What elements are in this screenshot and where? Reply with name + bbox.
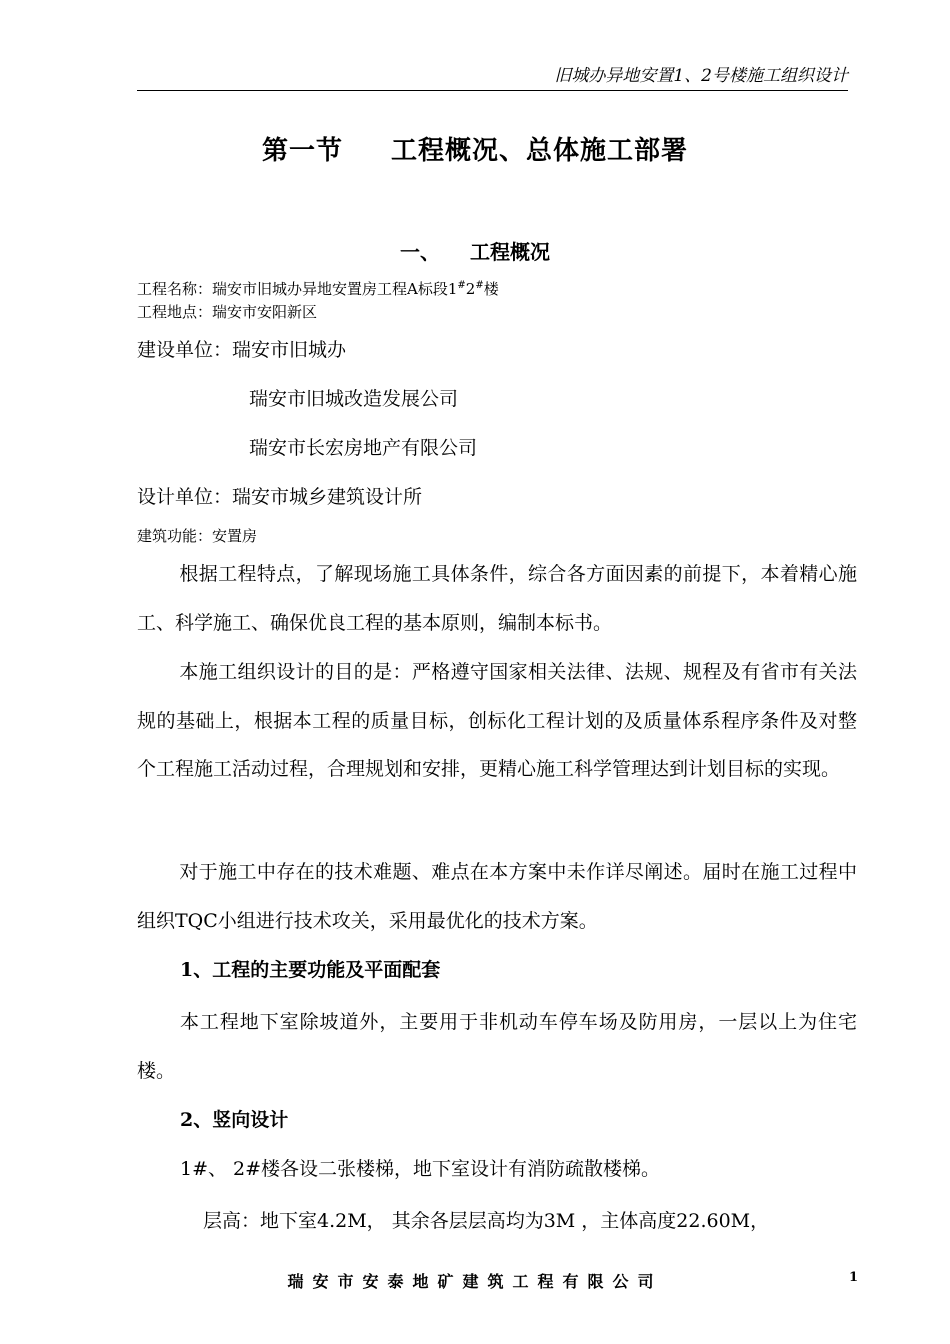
- builder-line-1: 建设单位：瑞安市旧城办: [137, 339, 347, 361]
- section-number: 一、: [400, 240, 440, 264]
- builder-line-2: 瑞安市旧城改造发展公司: [249, 388, 459, 410]
- paragraph-5: 1#、 2#楼各设二张楼梯，地下室设计有消防疏散楼梯。: [180, 1158, 661, 1180]
- paragraph-6: 层高：地下室4.2M， 其余各层层高均为3M ，主体高度22.60M，: [203, 1210, 770, 1232]
- chapter-name: 工程概况、总体施工部署: [391, 136, 689, 166]
- footer-company: 瑞安市安泰地矿建筑工程有限公司: [287, 1272, 663, 1291]
- chapter-number: 第一节: [261, 136, 343, 166]
- project-name: 工程名称：瑞安市旧城办异地安置房工程A标段1#2#楼: [137, 280, 499, 298]
- chapter-title: [0, 130, 950, 167]
- project-location: 工程地点：瑞安市安阳新区: [137, 303, 318, 321]
- designer-line: 设计单位：瑞安市城乡建筑设计所: [137, 486, 423, 508]
- running-header: 旧城办异地安置1、2号楼施工组织设计: [137, 66, 848, 91]
- paragraph-2: 本施工组织设计的目的是：严格遵守国家相关法律、法规、规程及有省市有关法规的基础上，根据本工程的质量目标，创标化工程计划的及质量体系程序条件及对整个工程施工活动过程，合理规划和安排，更精心施工科学管理达到计划目标的实现。: [137, 661, 857, 780]
- paragraph-3: 对于施工中存在的技术难题、难点在本方案中未作详尽阐述。届时在施工过程中组织TQC小组进行技术攻关，采用最优化的技术方案。: [137, 861, 857, 932]
- section-name: 工程概况: [470, 240, 550, 264]
- paragraph-1: 根据工程特点，了解现场施工具体条件，综合各方面因素的前提下，本着精心施工、科学施工、确保优良工程的基本原则，编制本标书。: [137, 563, 857, 634]
- builder-line-3: 瑞安市长宏房地产有限公司: [249, 437, 478, 459]
- subheading-1: 1、工程的主要功能及平面配套: [180, 959, 441, 981]
- section-title: [0, 236, 950, 265]
- page-number: 1: [849, 1270, 859, 1285]
- building-function: 建筑功能：安置房: [137, 527, 258, 545]
- subheading-2: 2、竖向设计: [180, 1109, 289, 1131]
- paragraph-4: 本工程地下室除坡道外，主要用于非机动车停车场及防用房，一层以上为住宅楼。: [137, 1011, 857, 1082]
